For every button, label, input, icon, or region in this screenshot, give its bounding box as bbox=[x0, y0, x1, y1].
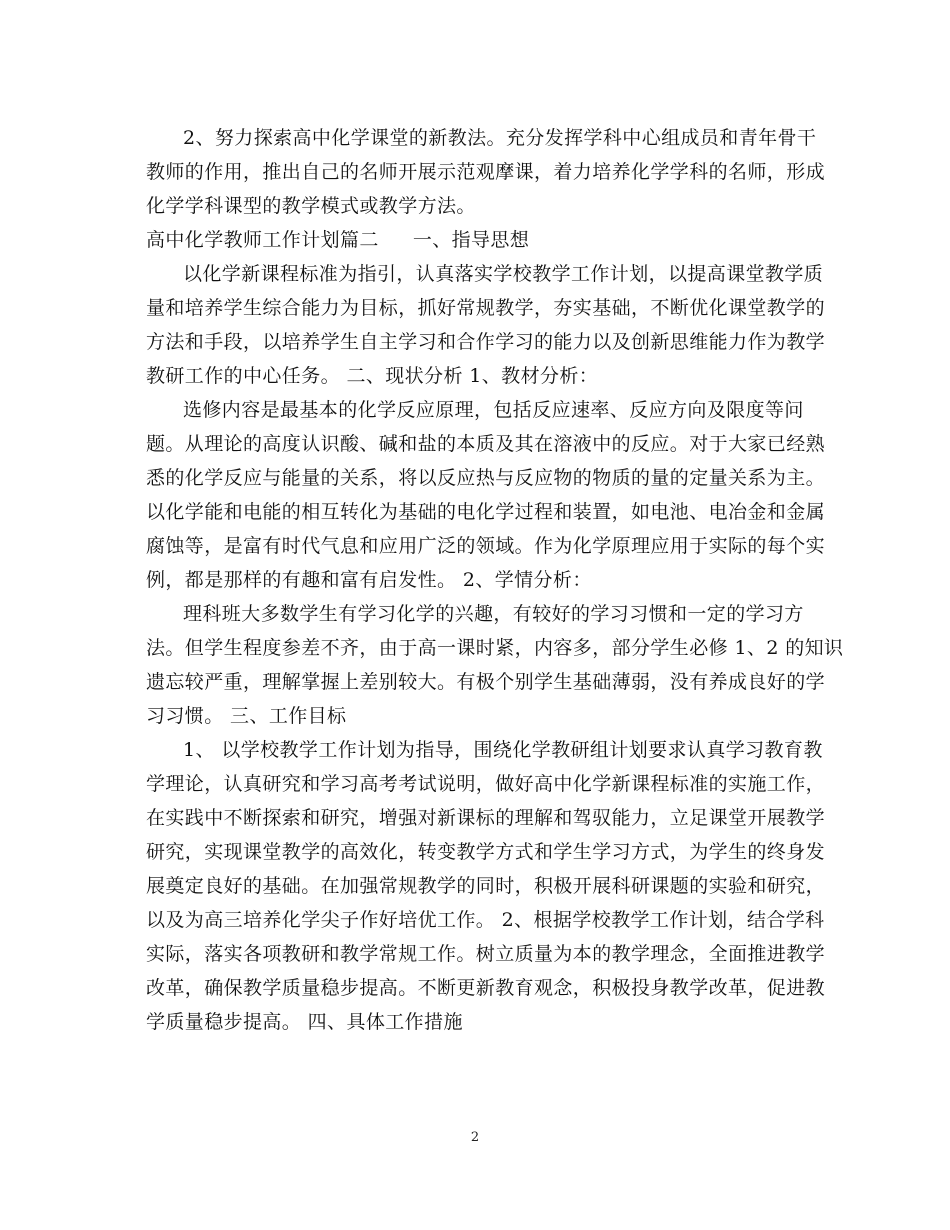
paragraph-line: 悉的化学反应与能量的关系，将以反应热与反应物的物质的量的定量关系为主。 bbox=[146, 467, 826, 489]
paragraph-line: 量和培养学生综合能力为目标，抓好常规教学，夯实基础，不断优化课堂教学的 bbox=[146, 297, 826, 319]
paragraph-line: 方法和手段，以培养学生自主学习和合作学习的能力以及创新思维能力作为教学 bbox=[146, 331, 826, 353]
paragraph-line: 1、 以学校教学工作计划为指导，围绕化学教研组计划要求认真学习教育教 bbox=[183, 739, 823, 761]
paragraph-line: 遗忘较严重，理解掌握上差别较大。有极个别学生基础薄弱，没有养成良好的学 bbox=[146, 671, 826, 693]
paragraph-line: 以化学能和电能的相互转化为基础的电化学过程和装置，如电池、电冶金和金属 bbox=[146, 501, 826, 523]
paragraph-line: 研究，实现课堂教学的高效化，转变教学方式和学生学习方式，为学生的终身发 bbox=[146, 841, 826, 863]
paragraph-line: 学质量稳步提高。 四、具体工作措施 bbox=[146, 1011, 463, 1033]
paragraph-line: 法。但学生程度参差不齐，由于高一课时紧，内容多，部分学生必修 1、2 的知识 bbox=[146, 637, 844, 659]
paragraph-line: 化学学科课型的教学模式或教学方法。 bbox=[146, 195, 476, 217]
section-heading: 一、指导思想 bbox=[412, 229, 530, 251]
paragraph-line: 腐蚀等，是富有时代气息和应用广泛的领域。作为化学原理应用于实际的每个实 bbox=[146, 535, 826, 557]
paragraph-line: 以化学新课程标准为指引，认真落实学校教学工作计划，以提高课堂教学质 bbox=[183, 263, 824, 285]
paragraph-line: 展奠定良好的基础。在加强常规教学的同时，积极开展科研课题的实验和研究， bbox=[146, 875, 826, 897]
paragraph-line: 选修内容是最基本的化学反应原理，包括反应速率、反应方向及限度等问 bbox=[183, 399, 804, 421]
paragraph-line: 习习惯。 三、工作目标 bbox=[146, 705, 347, 727]
paragraph-line: 以及为高三培养化学尖子作好培优工作。 2、根据学校教学工作计划，结合学科 bbox=[146, 909, 825, 931]
paragraph-line: 理科班大多数学生有学习化学的兴趣，有较好的学习习惯和一定的学习方 bbox=[183, 603, 804, 625]
paragraph-line: 2、努力探索高中化学课堂的新教法。充分发挥学科中心组成员和青年骨干 bbox=[183, 127, 817, 149]
document-title: 高中化学教师工作计划篇二 bbox=[146, 229, 379, 251]
paragraph-line: 改革，确保教学质量稳步提高。不断更新教育观念，积极投身教学改革，促进教 bbox=[146, 977, 826, 999]
section-heading-line bbox=[146, 227, 529, 253]
paragraph-line: 学理论，认真研究和学习高考考试说明，做好高中化学新课程标准的实施工作， bbox=[146, 773, 826, 795]
paragraph-line: 题。从理论的高度认识酸、碱和盐的本质及其在溶液中的反应。对于大家已经熟 bbox=[146, 433, 826, 455]
paragraph-line: 在实践中不断探索和研究，增强对新课标的理解和驾驭能力，立足课堂开展教学 bbox=[146, 807, 826, 829]
paragraph-line: 实际，落实各项教研和教学常规工作。树立质量为本的教学理念，全面推进教学 bbox=[146, 943, 826, 965]
page-number: 2 bbox=[470, 1130, 480, 1145]
paragraph-line: 例，都是那样的有趣和富有启发性。 2、学情分析： bbox=[146, 569, 592, 591]
paragraph-line: 教师的作用，推出自己的名师开展示范观摩课，着力培养化学学科的名师，形成 bbox=[146, 161, 826, 183]
paragraph-line: 教研工作的中心任务。 二、现状分析 1、教材分析： bbox=[146, 365, 599, 387]
